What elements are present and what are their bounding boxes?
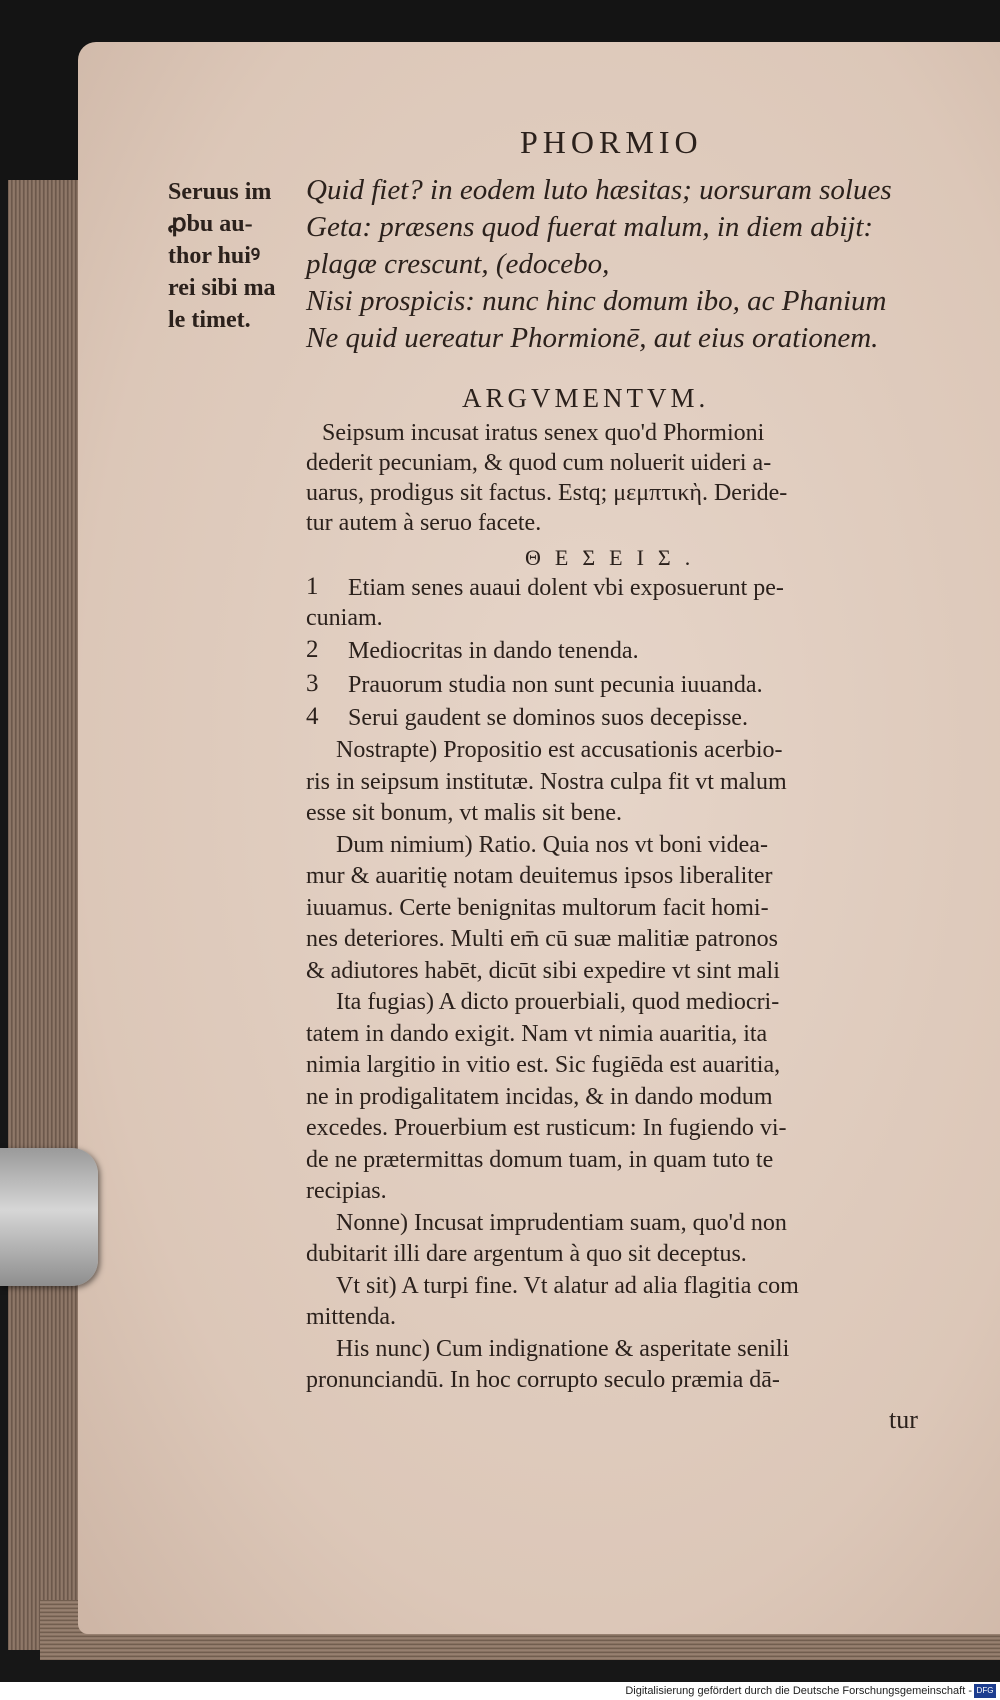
verse-line: Geta: præsens quod fuerat malum, in diem abijt: (306, 211, 874, 243)
argumentum-line: dederit pecuniam, & quod cum noluerit uideri a- (306, 450, 772, 476)
thesis-number: 3 (306, 670, 319, 697)
thesis-item (306, 573, 978, 633)
margin-note (168, 176, 303, 336)
thesis-line: Etiam senes auaui dolent vbi exposuerunt pe- (348, 575, 784, 601)
commentary-line: & adiutores habēt, dicūt sibi expedire vt sint mali (306, 957, 780, 984)
footer-credit: Digitalisierung gefördert durch die Deutsche Forschungsgemeinschaft - (625, 1685, 972, 1697)
argumentum-text (306, 418, 952, 538)
commentary-line: Nostrapte) Propositio est accusationis acerbio- (336, 737, 783, 763)
theseis-heading: ΘΕΣΕΙΣ. (525, 545, 705, 570)
commentary-line: mittenda. (306, 1304, 396, 1330)
commentary-line: Ita fugias) A dicto prouerbiali, quod mediocri- (336, 989, 780, 1015)
commentary (306, 735, 936, 1397)
thesis-line: cuniam. (306, 605, 383, 631)
thesis-line: Serui gaudent se dominos suos decepisse. (348, 705, 748, 731)
commentary-line: esse sit bonum, vt malis sit bene. (306, 800, 622, 826)
verse-block (306, 172, 956, 357)
margin-note-line: Seruus im (168, 179, 272, 205)
footer-strip (0, 1682, 1000, 1700)
argumentum-line: uarus, prodigus sit factus. Estq; μεμπτικὴ. Deride- (306, 480, 788, 506)
thesis-item (348, 636, 978, 666)
commentary-line: ris in seipsum institutæ. Nostra culpa fit vt malum (306, 768, 787, 795)
verse-line: Nisi prospicis: nunc hinc domum ibo, ac Phanium (306, 285, 887, 317)
commentary-line: tatem in dando exigit. Nam vt nimia auaritia, ita (306, 1020, 768, 1047)
thesis-number: 2 (306, 636, 319, 663)
commentary-line: nes deteriores. Multi em̄ cū suæ malitiæ patronos (306, 926, 778, 952)
commentary-line: His nunc) Cum indignatione & asperitate senili (336, 1335, 790, 1362)
thesis-number: 1 (306, 573, 319, 600)
margin-note-line: le timet. (168, 307, 251, 333)
commentary-line: nimia largitio in vitio est. Sic fugiēda est auaritia, (306, 1052, 781, 1078)
dfg-logo: DFG (974, 1684, 996, 1698)
commentary-line: iuuamus. Certe benignitas multorum facit homi- (306, 894, 769, 921)
verse-line: Quid fiet? in eodem luto hæsitas; uorsuram solues (306, 174, 892, 206)
commentary-line: dubitarit illi dare argentum à quo sit deceptus. (306, 1241, 747, 1267)
verse-line: Ne quid uereatur Phormionē, aut eius orationem. (306, 322, 879, 354)
thesis-item (348, 670, 978, 700)
commentary-line: mur & auaritię notam deuitemus ipsos liberaliter (306, 863, 773, 889)
commentary-line: recipias. (306, 1178, 387, 1204)
book-clip (0, 1148, 98, 1286)
commentary-line: pronunciandū. In hoc corrupto seculo præmia dā- (306, 1367, 780, 1393)
thesis-line: Mediocritas in dando tenenda. (348, 638, 639, 664)
catchword: tur (889, 1405, 918, 1434)
commentary-line: Vt sit) A turpi fine. Vt alatur ad alia flagitia com (336, 1272, 799, 1299)
commentary-line: Nonne) Incusat imprudentiam suam, quo'd non (336, 1209, 787, 1236)
margin-note-line: thor huiꝰ (168, 243, 261, 269)
thesis-item (348, 703, 978, 733)
thesis-line: Prauorum studia non sunt pecunia iuuanda. (348, 672, 763, 698)
commentary-line: de ne prætermittas domum tuam, in quam tuto te (306, 1146, 774, 1173)
commentary-line: ne in prodigalitatem incidas, & in dando modum (306, 1083, 773, 1110)
argumentum-heading: ARGVMENTVM. (462, 383, 710, 413)
argumentum-line: tur autem à seruo facete. (306, 510, 542, 536)
argumentum-line: Seipsum incusat iratus senex quo'd Phormioni (322, 420, 765, 446)
verse-line: plagæ crescunt, (edocebo, (306, 248, 610, 280)
thesis-number: 4 (306, 703, 319, 730)
commentary-line: Dum nimium) Ratio. Quia nos vt boni videa- (336, 831, 768, 858)
margin-note-line: ꝓbu au- (168, 211, 253, 237)
margin-note-line: rei sibi ma (168, 275, 276, 301)
commentary-line: excedes. Prouerbium est rusticum: In fugiendo vi- (306, 1115, 787, 1141)
running-head: PHORMIO (520, 124, 703, 160)
